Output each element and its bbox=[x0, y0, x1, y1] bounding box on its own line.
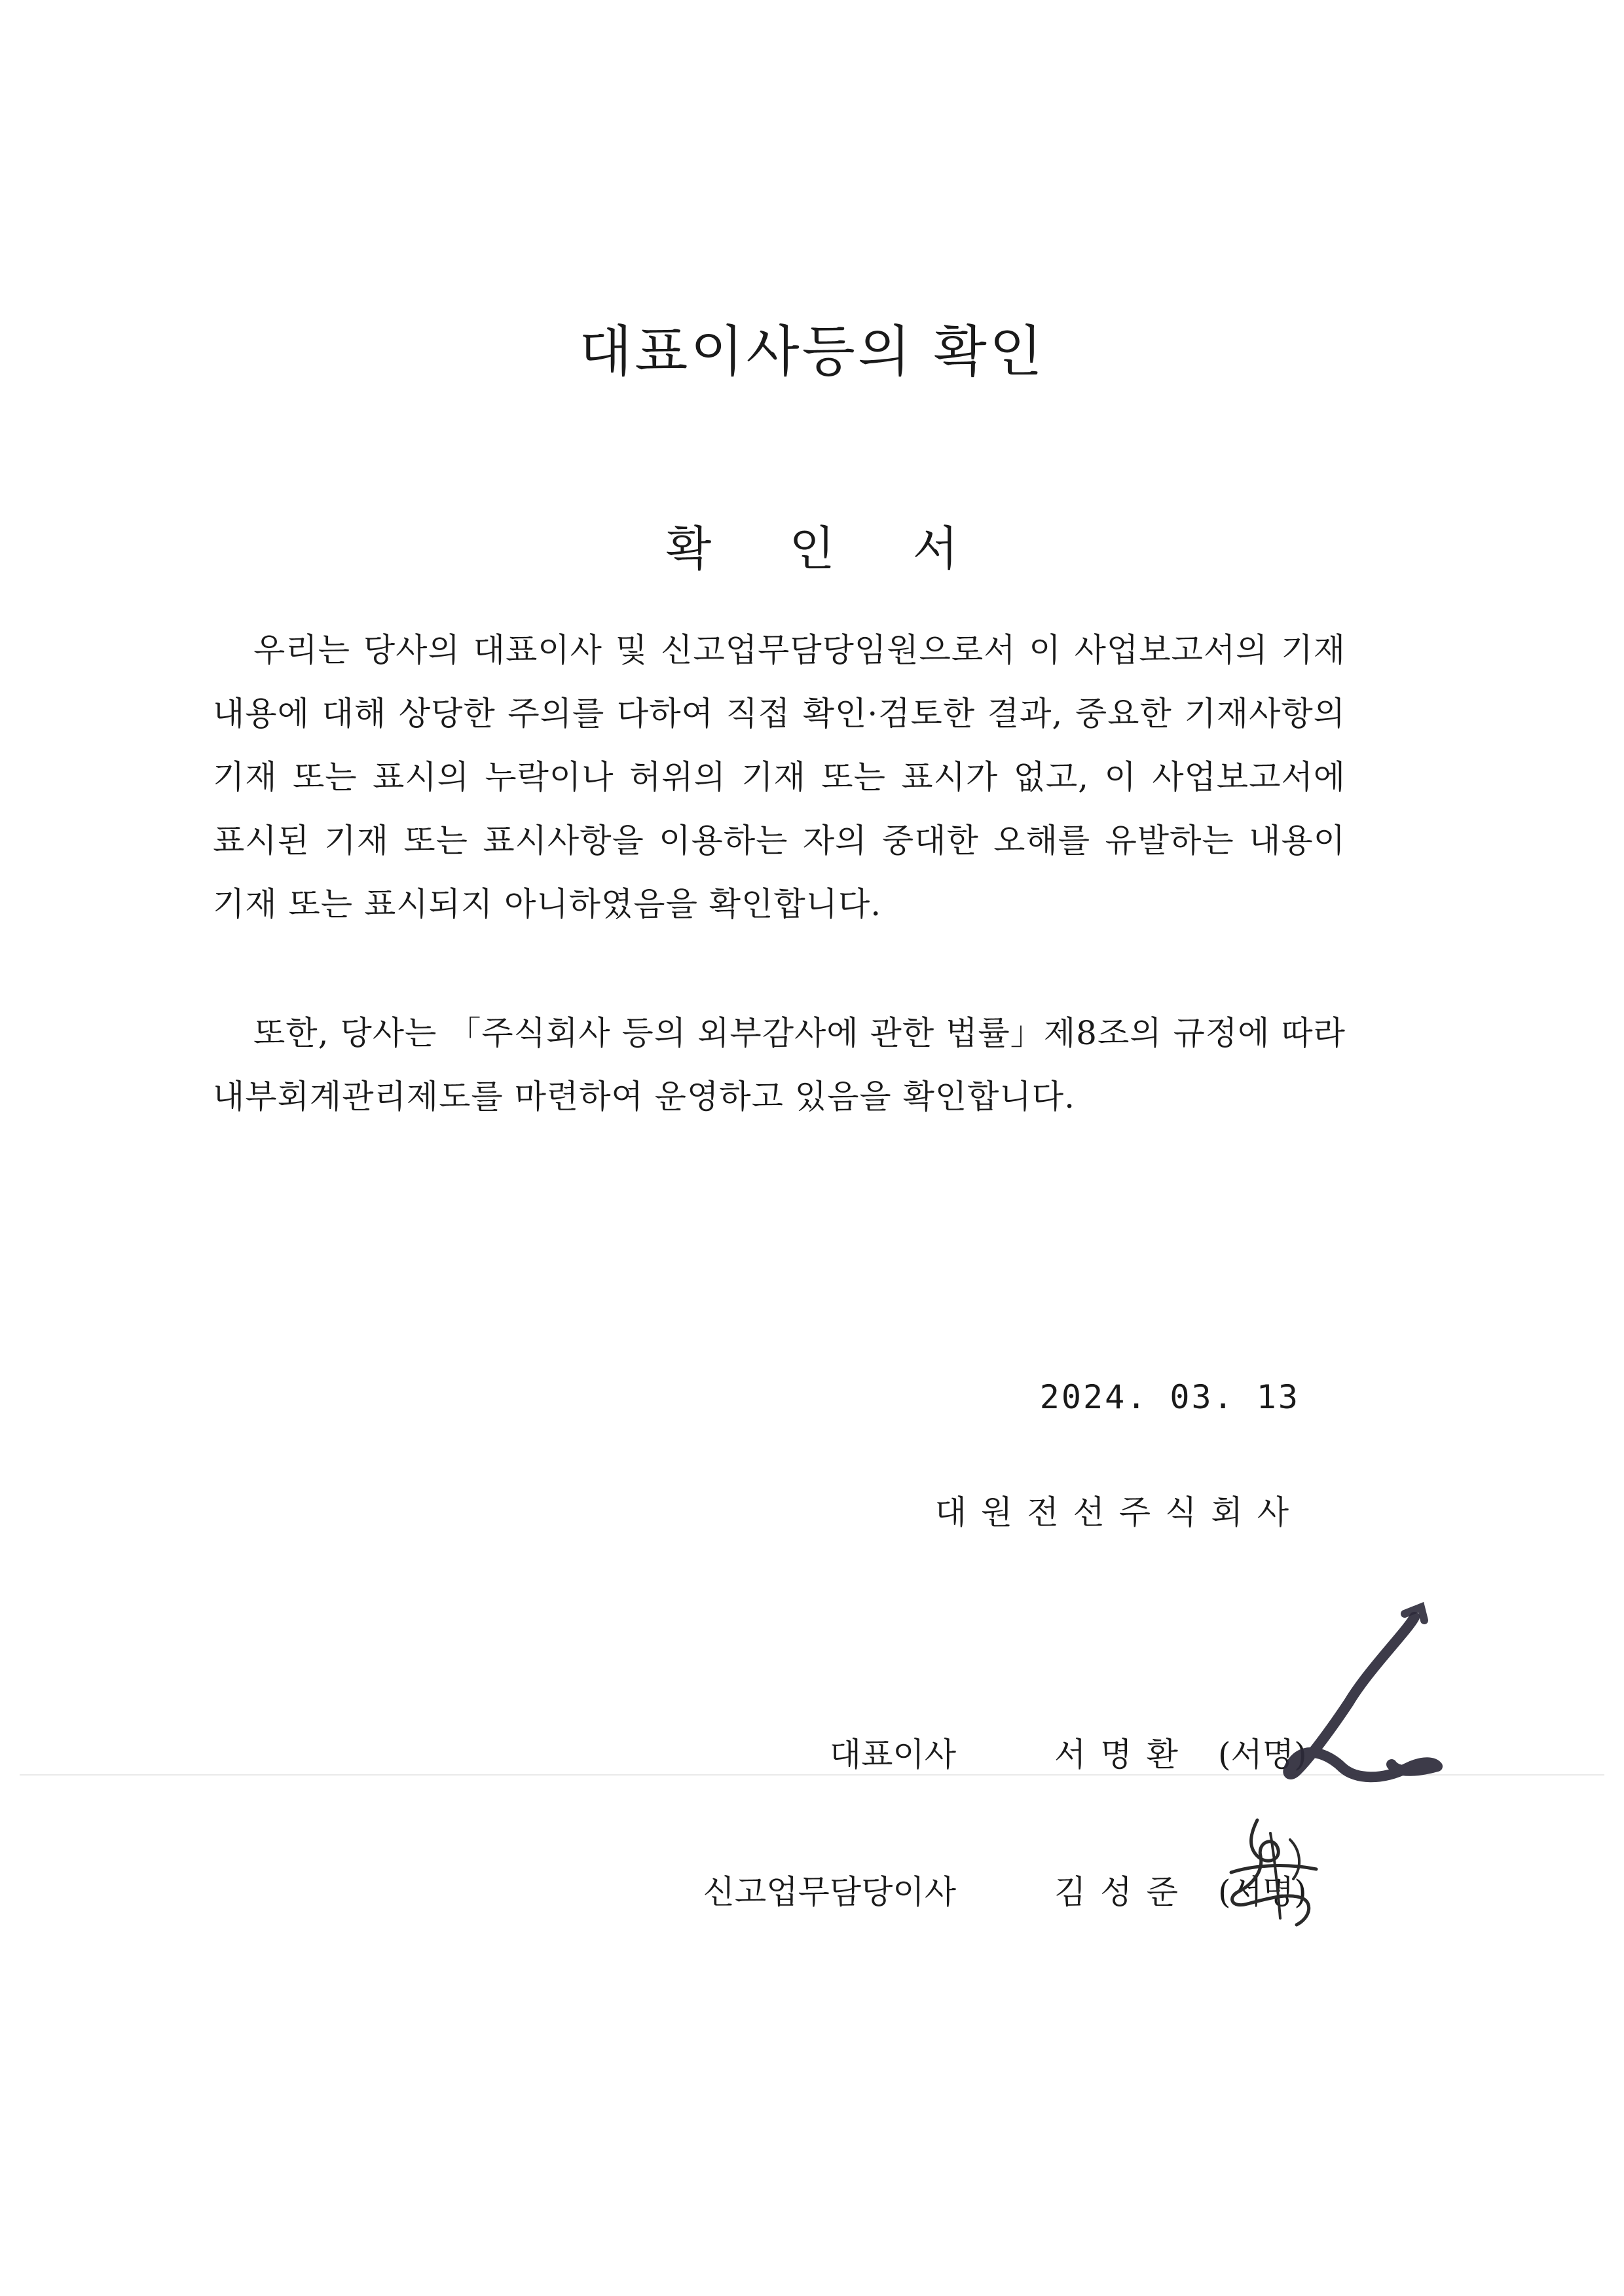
signatory-row-reporting-director bbox=[0, 1866, 1624, 1918]
confirmation-paragraph-1: 우리는 당사의 대표이사 및 신고업무담당임원으로서 이 사업보고서의 기재내용에 대해 상당한 주의를 다하여 직접 확인·검토한 결과, 중요한 기재사항의 기재 또는 표시의 누락이나 허위의 기재 또는 표시가 없고, 이 사업보고서에 표시된 기재 또는 표시사항을 이용하는 자의 중대한 오해를 유발하는 내용이 기재 또는 표시되지 아니하였음을 확인합니다. bbox=[213, 631, 1346, 923]
signature-label: (서명) bbox=[1218, 1873, 1307, 1911]
signatory-role: 신고업무담당이사 bbox=[703, 1873, 956, 1911]
signatory-name: 김성준 bbox=[1054, 1873, 1192, 1911]
document-subtitle: 확 인 서 bbox=[665, 521, 990, 576]
document-title: 대표이사등의 확인 bbox=[579, 319, 1045, 384]
confirmation-paragraph-2: 또한, 당사는 「주식회사 등의 외부감사에 관한 법률」제8조의 규정에 따라 내부회계관리제도를 마련하여 운영하고 있음을 확인합니다. bbox=[213, 1014, 1346, 1116]
company-name: 대원전선주식회사 bbox=[934, 1493, 1303, 1531]
handwritten-signature-director bbox=[1211, 1794, 1342, 1938]
signatory-name: 서명환 bbox=[1054, 1736, 1192, 1774]
handwritten-signature-ceo bbox=[1257, 1591, 1454, 1800]
signatory-role: 대표이사 bbox=[829, 1736, 956, 1774]
signature-label: (서명) bbox=[1218, 1736, 1307, 1774]
document-date: 2024. 03. 13 bbox=[1039, 1378, 1300, 1416]
